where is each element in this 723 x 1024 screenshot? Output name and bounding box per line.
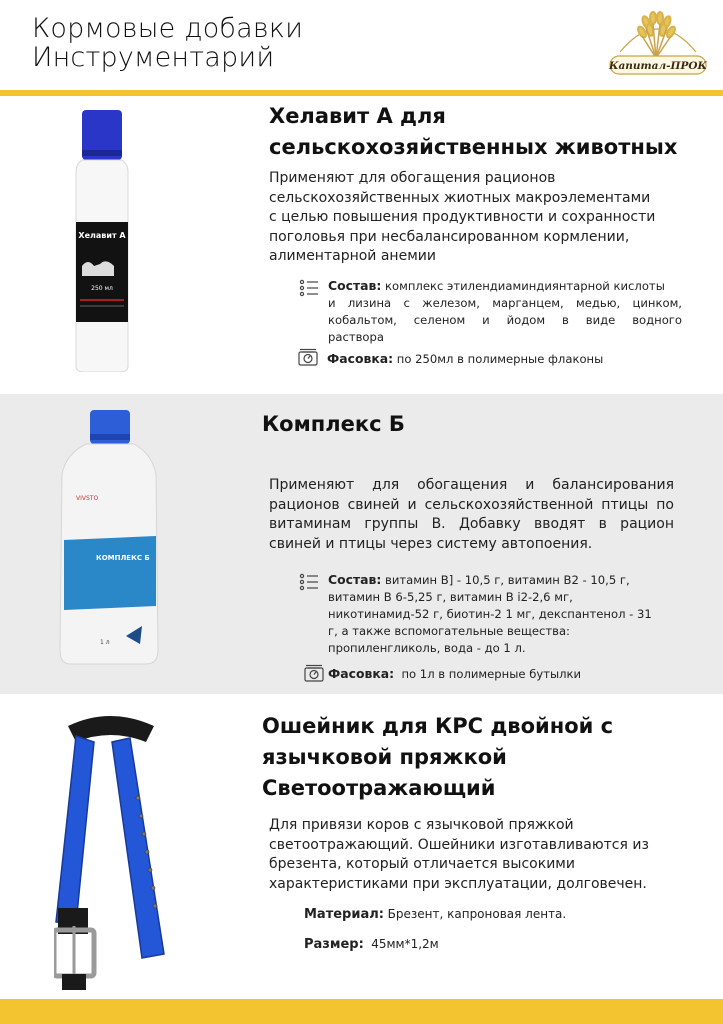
product-title-line: сельскохозяйственных животных: [269, 135, 678, 159]
composition-label: Состав:: [328, 278, 382, 293]
kompleks-b-bottle-image: [56, 410, 162, 670]
description-line: Применяют для обогащения и балансирования: [269, 477, 674, 493]
composition-text: кобальтом, селеном и йодом в виде водного: [328, 313, 682, 327]
page-title-line1: Кормовые добавки: [32, 13, 304, 44]
description-line: светоотражающий. Ошейники изготавливаются из: [269, 836, 649, 853]
svg-text:250 мл: 250 мл: [91, 285, 113, 292]
svg-text:КОМПЛЕКС Б: КОМПЛЕКС Б: [96, 554, 150, 562]
svg-text:Хелавит А: Хелавит А: [78, 231, 126, 240]
description-line: с целью повышения продуктивности и сохранности: [269, 209, 656, 225]
product-section-kompleks-b: [0, 394, 723, 694]
composition-text: г, а также вспомогательные вещества:: [328, 624, 570, 638]
product-title-line: Ошейник для КРС двойной с: [262, 714, 614, 738]
product-section-helavit: [0, 96, 723, 394]
composition-text: и лизина с железом, марганцем, медью, цинком,: [328, 296, 682, 310]
helavit-bottle-image: [70, 110, 134, 376]
wheat-logo-icon: [606, 8, 710, 88]
size-row: [304, 936, 439, 953]
material-row: [304, 906, 566, 923]
product-description: [269, 169, 655, 267]
composition-label: Состав:: [328, 572, 382, 587]
description-line: характеристиками при эксплуатации, долговечен.: [269, 875, 647, 892]
description-line: свиней и птицы через систему автопоения.: [269, 535, 593, 552]
packing-value: по 250мл в полимерные флаконы: [396, 352, 604, 366]
product-section-collar: [0, 694, 723, 999]
packing-label: Фасовка:: [327, 351, 394, 366]
material-label: Материал:: [304, 907, 384, 922]
collar-image: [54, 712, 166, 996]
description-line: алиментарной анемии: [269, 248, 436, 264]
product-title-line: Комплекс Б: [262, 412, 405, 436]
packing-value: по 1л в полимерные бутылки: [401, 667, 582, 681]
size-value: 45мм*1,2м: [371, 937, 439, 951]
description-line: поголовья при несбалансированном кормлении,: [269, 228, 630, 245]
packing-label: Фасовка:: [328, 666, 395, 681]
company-logo: [606, 8, 710, 88]
svg-text:VIVSTO: VIVSTO: [76, 495, 99, 502]
description-line: Применяют для обогащения рационов: [269, 170, 556, 186]
composition-text: витамин В] - 10,5 г, витамин В2 - 10,5 г,: [384, 573, 630, 587]
product-title: [262, 711, 613, 804]
composition-block: [328, 571, 652, 657]
page-title: [32, 14, 303, 72]
page-title-line2: Инструментарий: [32, 42, 275, 73]
product-title-line: Светоотражающий: [262, 776, 496, 800]
scale-icon: [297, 348, 319, 370]
composition-block: [328, 277, 682, 346]
size-label: Размер:: [304, 937, 364, 952]
footer-accent-bar: [0, 999, 723, 1024]
description-line: Для привязи коров с язычковой пряжкой: [269, 817, 574, 833]
product-title: [262, 409, 405, 440]
list-icon: [299, 279, 319, 301]
composition-text: раствора: [328, 330, 384, 344]
material-value: Брезент, капроновая лента.: [387, 907, 567, 921]
description-line: витаминам группы В. Добавку вводят в рацион: [269, 516, 674, 532]
composition-text: комплекс этилендиаминдиянтарной кислоты: [384, 279, 665, 293]
product-title-line: Хелавит А для: [269, 104, 446, 128]
product-title-line: язычковой пряжкой: [262, 745, 507, 769]
composition-text: никотинамид-52 г, биотин-2 1 мг, декспантенол - 31: [328, 607, 652, 621]
page-header: [0, 0, 723, 96]
description-line: сельскохозяйственных жиотных макроэлементами: [269, 189, 651, 206]
scale-icon: [303, 664, 325, 686]
description-line: брезента, который отличается высокими: [269, 856, 575, 872]
packing-block: [328, 665, 581, 683]
list-icon: [299, 573, 319, 595]
composition-text: пропиленгликоль, вода - до 1 л.: [328, 641, 526, 655]
product-title: [269, 101, 677, 163]
svg-text:1 л: 1 л: [100, 639, 110, 646]
description-line: рационов свиней и сельскохозяйственной птицы по: [269, 496, 674, 513]
product-description: [269, 816, 649, 894]
product-description: [269, 476, 674, 554]
packing-block: [327, 350, 603, 368]
composition-text: витамин В 6-5,25 г, витамин В i2-2,6 мг,: [328, 590, 573, 604]
logo-text: Капитал-ПРОК: [608, 60, 708, 72]
